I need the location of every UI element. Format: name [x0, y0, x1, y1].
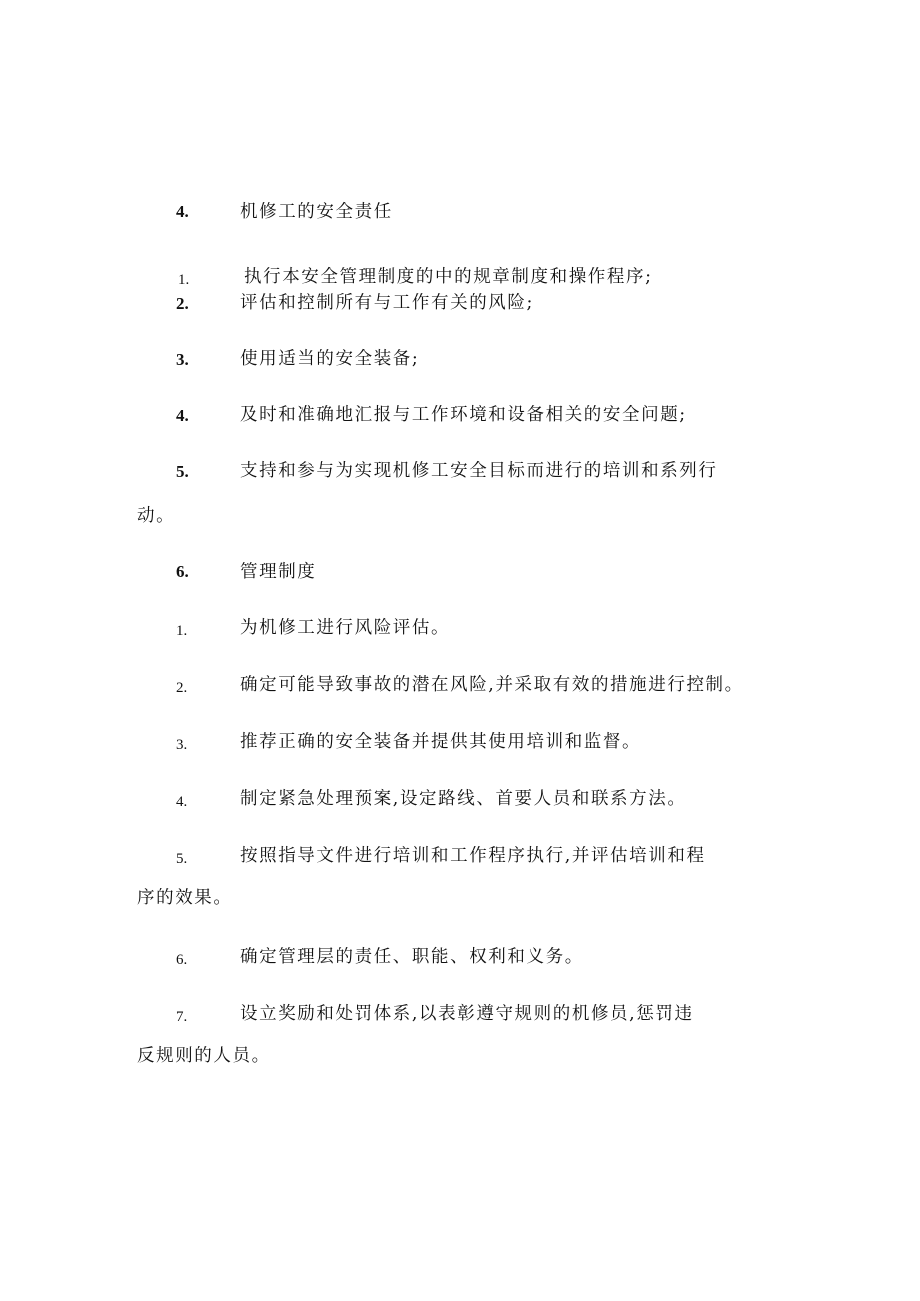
list-item-text: 使用适当的安全装备; — [240, 349, 420, 369]
list-item-number: 1. — [176, 623, 188, 639]
list-item-continuation: 序的效果。 — [137, 888, 233, 908]
list-item-text: 确定可能导致事故的潜在风险,并采取有效的措施进行控制。 — [240, 675, 744, 695]
list-item-text: 为机修工进行风险评估。 — [240, 618, 451, 638]
list-item-number: 3. — [176, 350, 189, 369]
section-number: 6. — [176, 562, 189, 581]
list-item-number: 6. — [176, 952, 188, 968]
list-item-text: 设立奖励和处罚体系,以表彰遵守规则的机修员,惩罚违 — [240, 1004, 694, 1024]
list-item-continuation: 反规则的人员。 — [137, 1046, 271, 1066]
list-item-text: 及时和准确地汇报与工作环境和设备相关的安全问题; — [240, 405, 687, 425]
list-item-text: 确定管理层的责任、职能、权利和义务。 — [240, 947, 584, 967]
list-item-text: 执行本安全管理制度的中的规章制度和操作程序; — [244, 267, 653, 287]
list-item-number: 5. — [176, 851, 188, 867]
section-number: 4. — [176, 202, 189, 221]
list-item-text: 评估和控制所有与工作有关的风险; — [240, 293, 534, 313]
list-item-text: 支持和参与为实现机修工安全目标而进行的培训和系列行 — [240, 461, 718, 481]
list-item-number: 1. — [178, 272, 190, 288]
section-title: 机修工的安全责任 — [240, 202, 393, 222]
list-item-number: 4. — [176, 406, 189, 425]
list-item-text: 制定紧急处理预案,设定路线、首要人员和联系方法。 — [240, 789, 687, 809]
section-title: 管理制度 — [240, 562, 317, 582]
list-item-number: 7. — [176, 1009, 188, 1025]
list-item-number: 2. — [176, 680, 188, 696]
list-item-number: 5. — [176, 462, 189, 481]
list-item-number: 2. — [176, 294, 189, 313]
list-item-number: 3. — [176, 737, 188, 753]
list-item-number: 4. — [176, 794, 188, 810]
list-item-continuation: 动。 — [137, 506, 176, 526]
list-item-text: 按照指导文件进行培训和工作程序执行,并评估培训和程 — [240, 846, 706, 866]
list-item-text: 推荐正确的安全装备并提供其使用培训和监督。 — [240, 732, 642, 752]
